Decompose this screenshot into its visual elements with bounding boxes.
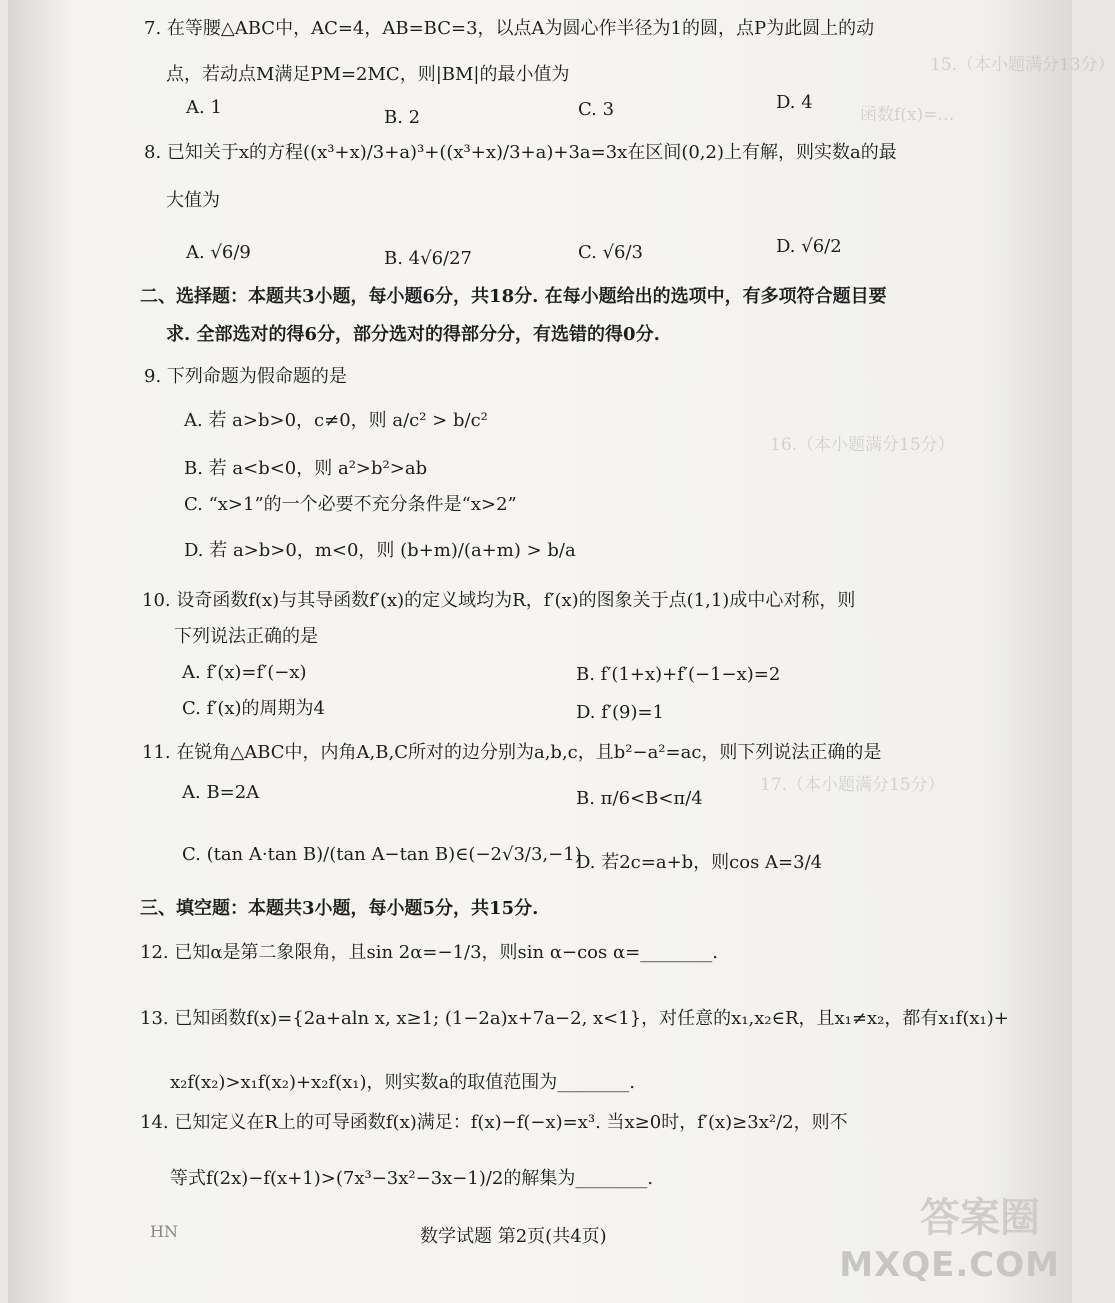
q9-option-a: A. 若 a>b>0，c≠0，则 a/c² > b/c² [184,410,488,431]
q11-option-a: A. B=2A [182,782,260,803]
watermark-url: MXQE.COM [839,1245,1060,1285]
q10-stem-line2: 下列说法正确的是 [174,626,318,647]
q8-stem-line2: 大值为 [166,190,220,211]
q10-option-d: D. f′(9)=1 [576,702,665,723]
q11-option-b: B. π/6<B<π/4 [576,788,703,809]
q9-option-d: D. 若 a>b>0，m<0，则 (b+m)/(a+m) > b/a [184,540,576,561]
watermark-logo: 答案圈 [920,1195,1040,1241]
q11-option-d: D. 若2c=a+b，则cos A=3/4 [576,852,823,873]
q8-option-b: B. 4√6/27 [384,248,473,269]
q8-stem-line1: 8. 已知关于x的方程((x³+x)/3+a)³+((x³+x)/3+a)+3a=3x在区间(0,2)上有解，则实数a的最 [144,142,897,163]
q9-option-b: B. 若 a<b<0，则 a²>b²>ab [184,458,428,479]
q10-option-b: B. f′(1+x)+f′(−1−x)=2 [576,664,781,685]
q7-option-b: B. 2 [384,107,421,128]
q10-stem-line1: 10. 设奇函数f(x)与其导函数f′(x)的定义域均为R，f′(x)的图象关于点(1,1)成中心对称，则 [142,590,856,611]
bleed-text: 15.（本小题满分13分） [930,55,1115,75]
q10-option-c: C. f′(x)的周期为4 [182,698,325,719]
q11-option-c: C. (tan A·tan B)/(tan A−tan B)∈(−2√3/3,−1) [182,844,582,865]
bleed-text: 17.（本小题满分15分） [760,775,945,795]
section3-instruction: 三、填空题：本题共3小题，每小题5分，共15分. [140,898,539,919]
page-footer: 数学试题 第2页(共4页) [420,1226,607,1247]
q14-stem-line2: 等式f(2x)−f(x+1)>(7x³−3x²−3x−1)/2的解集为________. [170,1168,654,1189]
q8-option-d: D. √6/2 [776,236,842,257]
q13-stem-line1: 13. 已知函数f(x)={2a+aln x, x≥1; (1−2a)x+7a−2, x<1}，对任意的x₁,x₂∈R，且x₁≠x₂，都有x₁f(x₁)+ [140,1008,1009,1029]
q7-option-d: D. 4 [776,92,813,113]
q9-stem: 9. 下列命题为假命题的是 [144,366,347,387]
q7-stem-line2: 点，若动点M满足PM=2MC，则|BM|的最小值为 [166,64,570,85]
q7-stem-line1: 7. 在等腰△ABC中，AC=4，AB=BC=3，以点A为圆心作半径为1的圆，点P为此圆上的动 [144,18,875,39]
q8-option-c: C. √6/3 [578,242,644,263]
q8-option-a: A. √6/9 [186,242,251,263]
q9-option-c: C. “x>1”的一个必要不充分条件是“x>2” [184,494,517,515]
q10-option-a: A. f′(x)=f′(−x) [182,662,307,683]
q11-stem: 11. 在锐角△ABC中，内角A,B,C所对的边分别为a,b,c，且b²−a²=ac，则下列说法正确的是 [142,742,882,763]
q12-stem: 12. 已知α是第二象限角，且sin 2α=−1/3，则sin α−cos α=________. [140,942,718,963]
section2-instruction-line2: 求. 全部选对的得6分，部分选对的得部分分，有选错的得0分. [166,324,660,345]
section2-instruction-line1: 二、选择题：本题共3小题，每小题6分，共18分. 在每小题给出的选项中，有多项符合题目要 [140,286,887,307]
q7-option-c: C. 3 [578,99,615,120]
bleed-text: 16.（本小题满分15分） [770,435,955,455]
q13-stem-line2: x₂f(x₂)>x₁f(x₂)+x₂f(x₁)，则实数a的取值范围为________. [170,1072,635,1093]
q7-option-a: A. 1 [186,97,222,118]
bleed-text: 函数f(x)=… [860,105,955,125]
page-corner-mark: HN [150,1222,178,1241]
q14-stem-line1: 14. 已知定义在R上的可导函数f(x)满足：f(x)−f(−x)=x³. 当x≥0时，f′(x)≥3x²/2，则不 [140,1112,848,1133]
